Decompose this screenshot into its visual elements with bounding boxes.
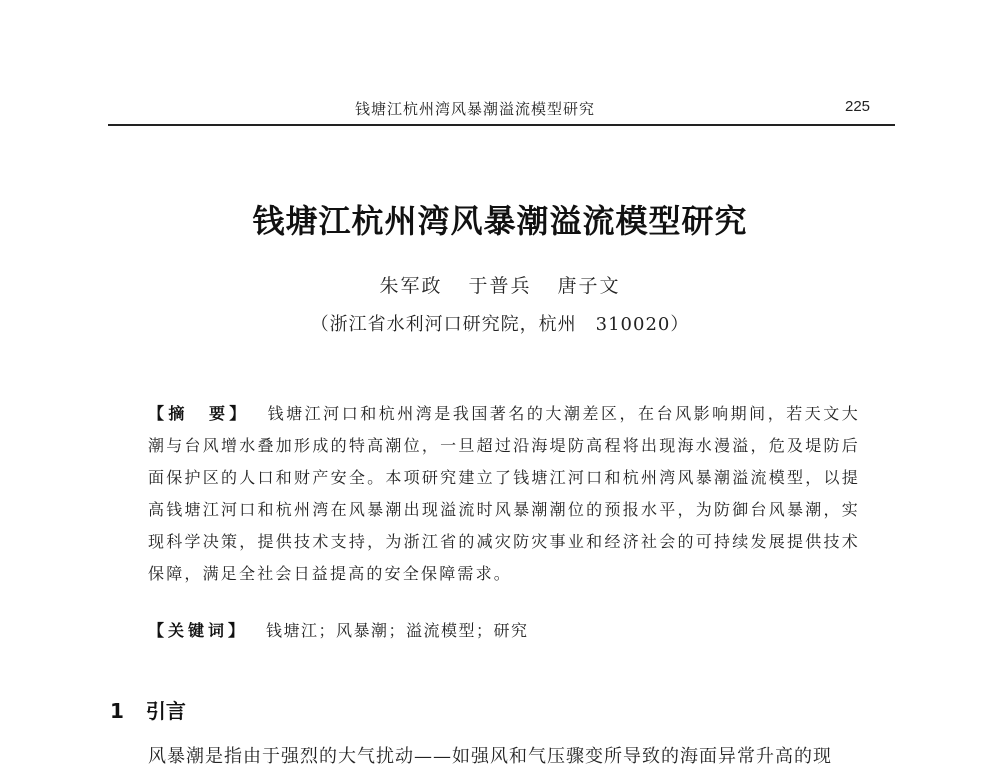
paper-affiliation: （浙江省水利河口研究院，杭州 310020） xyxy=(310,314,690,335)
keywords-text: 钱塘江；风暴潮；溢流模型；研究 xyxy=(266,621,529,640)
keywords-block xyxy=(148,617,860,645)
running-head-title: 钱塘江杭州湾风暴潮溢流模型研究 xyxy=(355,100,596,118)
section-title: 引言 xyxy=(145,699,186,723)
abstract-label: 【摘 要】 xyxy=(148,404,250,423)
section-heading xyxy=(110,695,186,724)
paper-authors: 朱军政 于普兵 唐子文 xyxy=(379,275,621,297)
page-number: 225 xyxy=(845,98,871,115)
abstract-block xyxy=(148,398,860,590)
section-number: 1 xyxy=(110,699,124,723)
abstract-text: 钱塘江河口和杭州湾是我国著名的大潮差区，在台风影响期间，若天文大潮与台风增水叠加形成的特高潮位，一旦超过沿海堤防高程将出现海水漫溢，危及堤防后面保护区的人口和财产安全。本项研究建立了钱塘江河口和杭州湾风暴潮溢流模型，以提高钱塘江河口和杭州湾在风暴潮出现溢流时风暴潮潮位的预报水平，为防御台风暴潮，实现科学决策，提供技术支持，为浙江省的减灾防灾事业和经济社会的可持续发展提供技术保障，满足全社会日益提高的安全保障需求。 xyxy=(148,404,860,583)
paper-title: 钱塘江杭州湾风暴潮溢流模型研究 xyxy=(252,202,748,240)
keywords-label: 【关键词】 xyxy=(148,621,249,640)
body-first-line: 风暴潮是指由于强烈的大气扰动——如强风和气压骤变所导致的海面异常升高的现 xyxy=(148,746,832,767)
header-rule xyxy=(108,124,895,126)
